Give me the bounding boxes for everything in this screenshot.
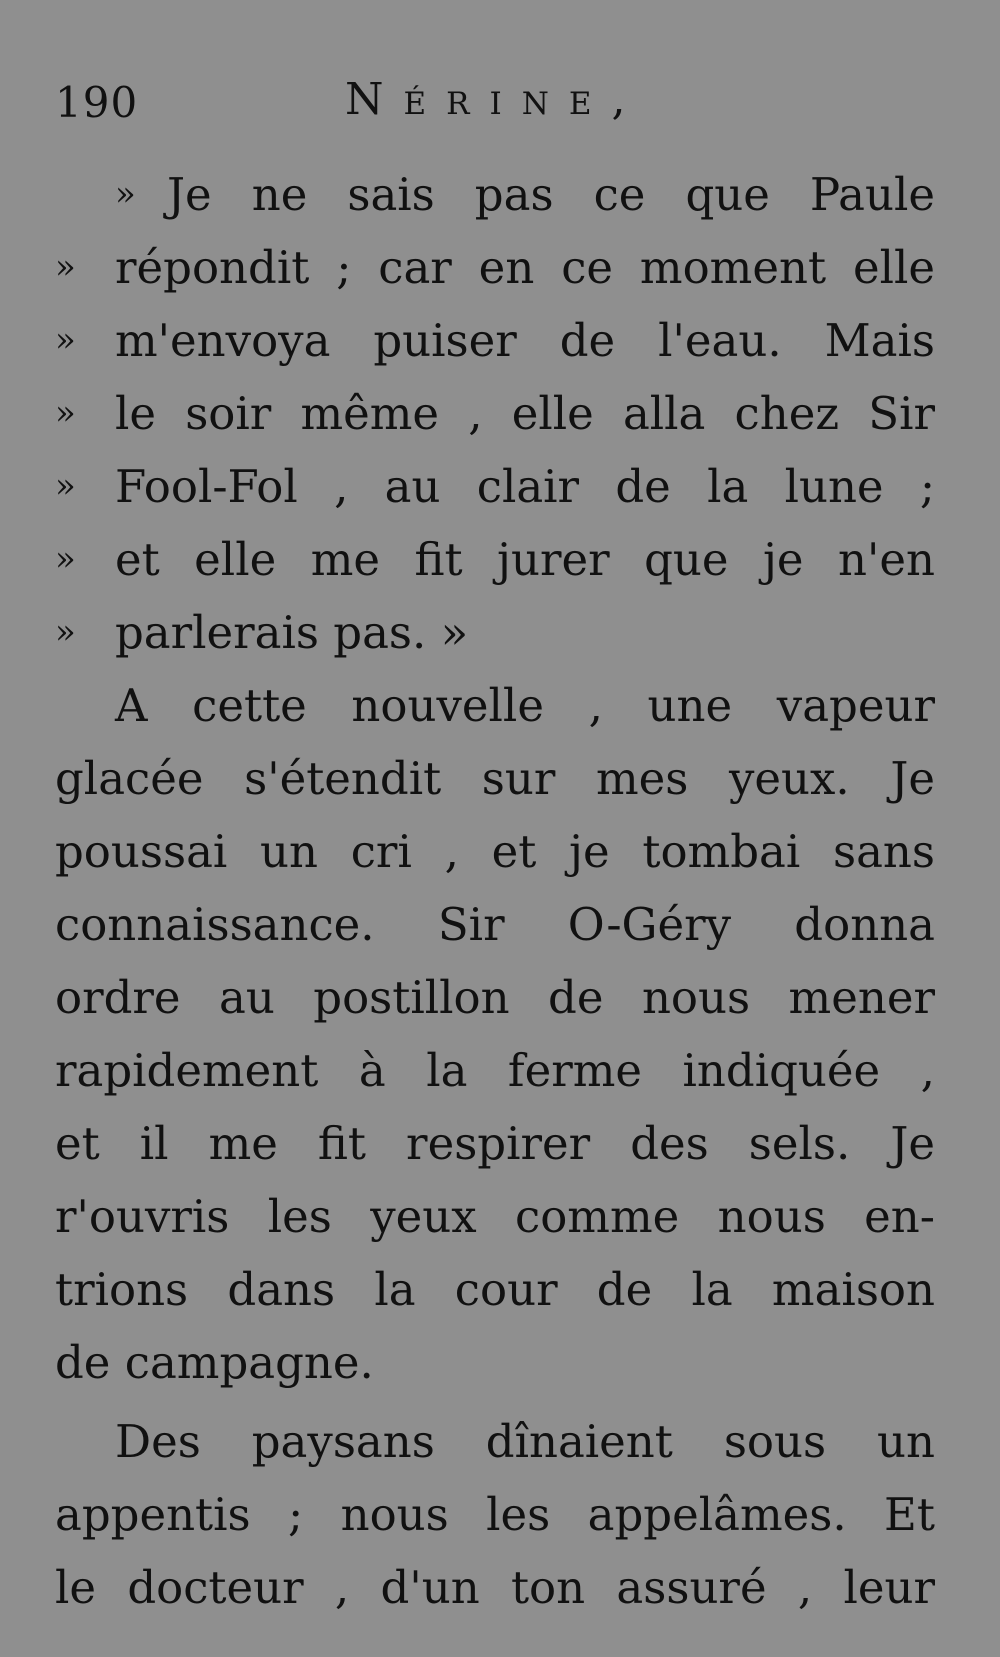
page-number: 190	[55, 78, 139, 127]
line-text: et elle me fit jurer que je n'en	[115, 533, 935, 586]
quote-mark: »	[55, 320, 76, 360]
text-line	[55, 377, 935, 450]
text-line: et il me fit respirer des sels. Je	[55, 1117, 935, 1170]
text-line: rapidement à la ferme indiquée ,	[55, 1044, 935, 1097]
page-header	[55, 68, 935, 138]
body-text	[55, 158, 935, 1624]
text-line	[55, 450, 935, 523]
line-text: parlerais pas. »	[115, 606, 469, 659]
text-line: trions dans la cour de la maison	[55, 1263, 935, 1316]
text-line	[55, 158, 935, 231]
line-text: Je ne sais pas ce que Paule	[167, 168, 935, 221]
text-line: connaissance. Sir O-Géry donna	[55, 898, 935, 951]
text-line	[55, 231, 935, 304]
text-line	[55, 523, 935, 596]
text-line: ordre au postillon de nous mener	[55, 971, 935, 1024]
text-line: r'ouvris les yeux comme nous en-	[55, 1190, 935, 1243]
line-text: répondit ; car en ce moment elle	[115, 241, 935, 294]
text-line: de campagne.	[55, 1336, 374, 1389]
quote-mark: »	[55, 247, 76, 287]
text-line	[55, 304, 935, 377]
running-title: Nérine,	[345, 74, 646, 125]
line-text: le soir même , elle alla chez Sir	[115, 387, 935, 440]
text-line: glacée s'étendit sur mes yeux. Je	[55, 752, 935, 805]
quote-mark: »	[55, 393, 76, 433]
text-line: Des paysans dînaient sous un	[115, 1415, 935, 1468]
quote-mark: »	[55, 539, 76, 579]
text-line: appentis ; nous les appelâmes. Et	[55, 1488, 935, 1541]
quote-mark: »	[55, 612, 76, 652]
line-text: m'envoya puiser de l'eau. Mais	[115, 314, 935, 367]
text-line: poussai un cri , et je tombai sans	[55, 825, 935, 878]
text-line	[55, 596, 935, 669]
quote-mark: »	[115, 174, 136, 214]
text-line: le docteur , d'un ton assuré , leur	[55, 1561, 935, 1614]
quote-mark: »	[55, 466, 76, 506]
text-line: A cette nouvelle , une vapeur	[115, 679, 935, 732]
line-text: Fool-Fol , au clair de la lune ;	[115, 460, 935, 513]
